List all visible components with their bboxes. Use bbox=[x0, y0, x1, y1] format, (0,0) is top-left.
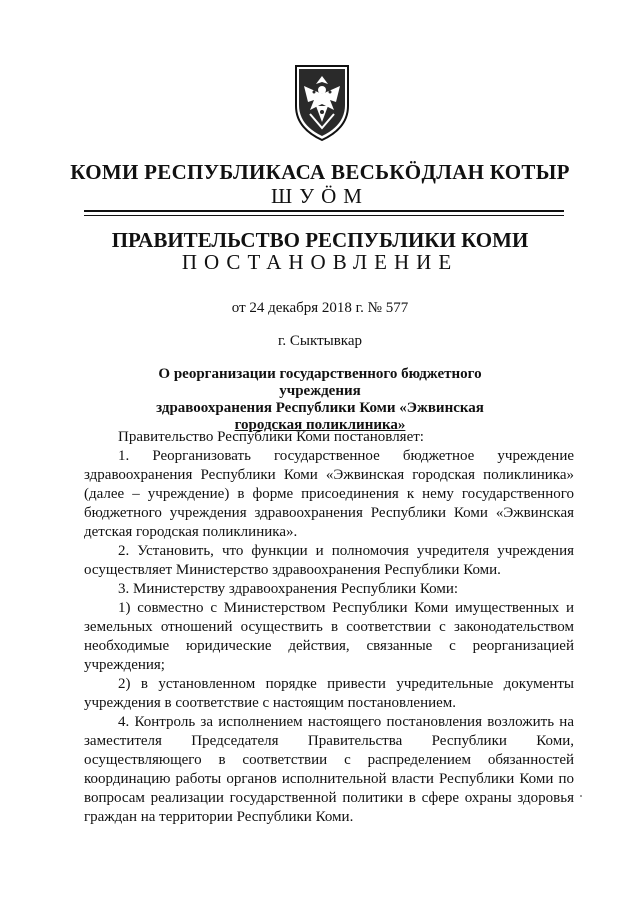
scan-speck bbox=[580, 795, 582, 797]
paragraph: 1. Реорганизовать государственное бюджетное учреждение здравоохранения Республики Коми «Эжвинская городская поликлиника» (далее – учреждение) в форме присоединения к нему государственного бюджетного учреждения здравоохранения Республики Коми «Эжвинская детская городская поликлиника». bbox=[84, 448, 574, 540]
paragraph: Правительство Республики Коми постановляет: bbox=[118, 429, 424, 445]
header-ru-line2: ПОСТАНОВЛЕНИЕ bbox=[181, 250, 459, 274]
paragraph: 4. Контроль за исполнением настоящего постановления возложить на заместителя Председателя Правительства Республики Коми, осуществляющего в соответствии с распределением обязанностей координацию работы органов исполнительной власти Республики Коми по вопросам реализации государственной политики в сфере охраны здоровья граждан на территории Республики Коми. bbox=[84, 714, 574, 825]
city: г. Сыктывкар bbox=[277, 333, 363, 349]
header-ru-line1: ПРАВИТЕЛЬСТВО РЕСПУБЛИКИ КОМИ bbox=[111, 228, 529, 252]
paragraph: 3. Министерству здравоохранения Республики Коми: bbox=[118, 581, 459, 597]
document-title bbox=[120, 366, 520, 434]
date-number: от 24 декабря 2018 г. № 577 bbox=[231, 300, 409, 316]
title-line: О реорганизации государственного бюджетного учреждения bbox=[158, 366, 482, 399]
komi-coat-of-arms-icon bbox=[292, 62, 352, 142]
header-divider-thin bbox=[84, 215, 564, 216]
title-line: городская поликлиника» bbox=[234, 417, 406, 433]
paragraph: 1) совместно с Министерством Республики Коми имущественных и земельных отношений осуществить в соответствии с законодательством необходимые юридические действия, связанные с реорганизацией учреждения; bbox=[84, 600, 574, 673]
document-body bbox=[84, 428, 574, 827]
header-divider bbox=[84, 210, 564, 212]
header-komi-line1: КОМИ РЕСПУБЛИКАСА ВЕСЬКӦДЛАН КОТЫР bbox=[70, 160, 570, 184]
header-komi-line2: ШУӦМ bbox=[271, 184, 369, 208]
paragraph: 2) в установленном порядке привести учредительные документы учреждения в соответствие с настоящим постановлением. bbox=[84, 676, 574, 711]
title-line: здравоохранения Республики Коми «Эжвинская bbox=[156, 400, 484, 416]
paragraph: 2. Установить, что функции и полномочия учредителя учреждения осуществляет Министерство здравоохранения Республики Коми. bbox=[84, 543, 574, 578]
